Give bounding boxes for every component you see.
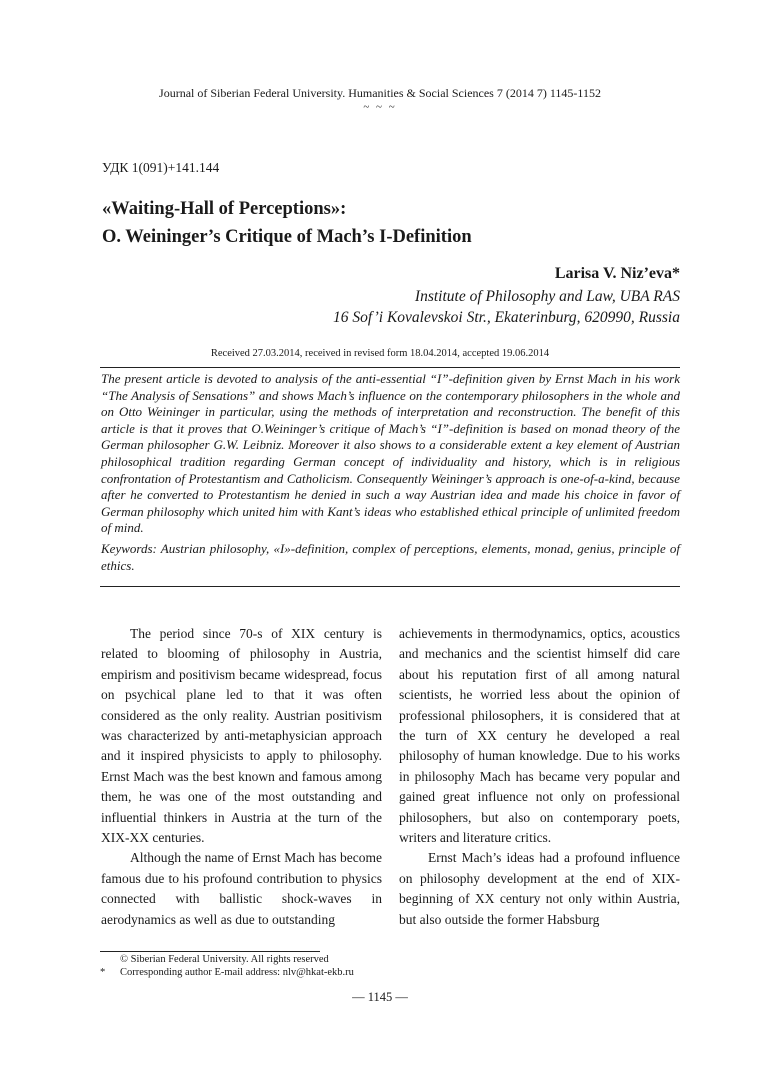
copyright-footnote: © Siberian Federal University. All rights reserved	[120, 954, 329, 965]
body-column-left	[101, 624, 382, 930]
body-paragraph: The period since 70-s of XIX century is related to blooming of philosophy in Austria, empirism and positivism became widespread, focus on psychical plane led to that it was often considered as the only reality. Austrian positivism was characterized by anti-metaphysician approach and it inspired physicists to apply to philosophy. Ernst Mach was the best known and famous among them, he was one of the most outstanding and influential thinkers in Austria at the turn of the XIX-XX centuries.	[101, 626, 382, 846]
body-paragraph: achievements in thermodynamics, optics, acoustics and mechanics and the scientist himself did care about his reputation first of all among natural scientists, he worried less about the opinion of professional philosophers, it is considered that at the turn of XX century he developed a real philosophy of human knowledge. Due to his works in philosophy Mach has became very popular and gained great influence not only on professional philosophers, but also on contemporary poets, writers and literature critics.	[399, 626, 680, 846]
abstract-top-rule	[100, 367, 680, 368]
abstract-bottom-rule	[100, 586, 680, 587]
body-paragraph: Although the name of Ernst Mach has become famous due to his profound contribution to physics connected with ballistic shock-waves in aerodynamics as well as due to outstanding	[101, 850, 382, 927]
body-paragraph: Ernst Mach’s ideas had a profound influence on philosophy development at the end of XIX-beginning of XX century not only within Austria, but also outside the former Habsburg	[399, 850, 680, 927]
author-name: Larisa V. Niz’eva*	[554, 265, 680, 282]
header-ornament: ~ ~ ~	[363, 101, 397, 113]
author-address: 16 Sof’i Kovalevskoi Str., Ekaterinburg, 620990, Russia	[333, 309, 680, 326]
udk-code: УДК 1(091)+141.144	[102, 160, 220, 175]
article-title-line2: O. Weininger’s Critique of Mach’s I-Definition	[102, 227, 472, 247]
corresponding-footnote	[100, 966, 354, 980]
abstract-block	[101, 371, 680, 574]
author-affiliation: Institute of Philosophy and Law, UBA RAS	[414, 288, 680, 305]
keywords: Keywords: Austrian philosophy, «I»-definition, complex of perceptions, elements, monad, genius, principle of ethics.	[101, 540, 680, 573]
journal-header: Journal of Siberian Federal University. Humanities & Social Sciences 7 (2014 7) 1145-1152	[159, 86, 601, 100]
footnote-rule	[100, 951, 320, 952]
abstract-text: The present article is devoted to analysis of the anti-essential “I”-definition given by Ernst Mach in his work “The Analysis of Sensations” and shows Mach’s influence on the contemporary philosophers in the whole and on Otto Weininger in particular, using the methods of interpretation and reconstruction. The benefit of this article is that it proves that O.Weininger’s critique of Mach’s “I”-definition is based on monad theory of the German philosopher G.W. Leibniz. Moreover it also shows to a considerable extent a key element of Austrian philosophical tradition regarding German concept of individuality and history, which is in religious confrontation of Protestantism and Catholicism. Consequently Weininger’s approach is one-of-a-kind, because after he converted to Protestantism he denied in such a way Austrian idea and made his choice in favor of German philosophy which united him with Kant’s ideas who established ethical principle of unlimited freedom of mind.	[101, 371, 680, 536]
body-column-right	[399, 624, 680, 930]
footnote-asterisk: *	[100, 967, 106, 978]
page-number: — 1145 —	[352, 990, 408, 1004]
corresponding-email: Corresponding author E-mail address: nlv@hkat-ekb.ru	[120, 967, 354, 978]
received-dates: Received 27.03.2014, received in revised form 18.04.2014, accepted 19.06.2014	[210, 348, 550, 359]
article-title-line1: «Waiting-Hall of Perceptions»:	[102, 199, 347, 219]
